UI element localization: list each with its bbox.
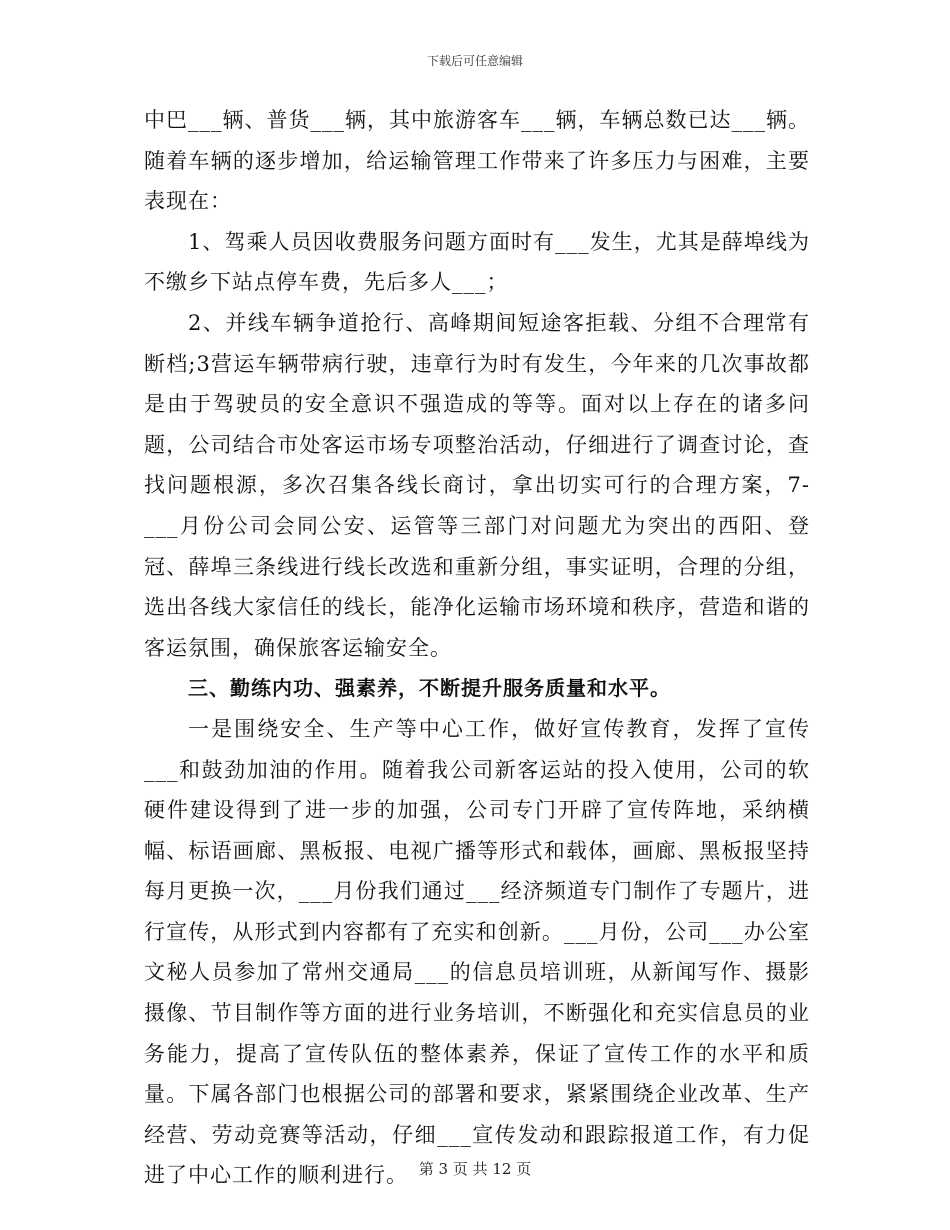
document-body [144, 100, 810, 1196]
paragraph-publicity: 一是围绕安全、生产等中心工作，做好宣传教育，发挥了宣传___和鼓劲加油的作用。随着我公司新客运站的投入使用，公司的软硬件建设得到了进一步的加强，公司专门开辟了宣传阵地，采纳横幅、标语画廊、黑板报、电视广播等形式和载体，画廊、黑板报坚持每月更换一次，___月份我们通过___经济频道专门制作了专题片，进行宣传，从形式到内容都有了充实和创新。___月份，公司___办公室文秘人员参加了常州交通局___的信息员培训班，从新闻写作、摄影摄像、节目制作等方面的进行业务培训，不断强化和充实信息员的业务能力，提高了宣传队伍的整体素养，保证了宣传工作的水平和质量。下属各部门也根据公司的部署和要求，紧紧围绕企业改革、生产经营、劳动竞赛等活动，仔细___宣传发动和跟踪报道工作，有力促进了中心工作的顺利进行。 [144, 716, 810, 1188]
paragraph-item-2: 2、并线车辆争道抢行、高峰期间短途客拒载、分组不合理常有断档;3营运车辆带病行驶，违章行为时有发生，今年来的几次事故都是由于驾驶员的安全意识不强造成的等等。面对以上存在的诸多问题，公司结合市处客运市场专项整治活动，仔细进行了调查讨论，查找问题根源，多次召集各线长商讨，拿出切实可行的合理方案，7-___月份公司会同公安、运管等三部门对问题尤为突出的西阳、登冠、薛埠三条线进行线长改选和重新分组，事实证明，合理的分组，选出各线大家信任的线长，能净化运输市场环境和秩序，营造和谐的客运氛围，确保旅客运输安全。 [144, 310, 810, 660]
page-number-footer: 第 3 页 共 12 页 [418, 1160, 532, 1178]
paragraph-vehicle-stats: 中巴___辆、普货___辆，其中旅游客车___辆，车辆总数已达___辆。随着车辆的逐步增加，给运输管理工作带来了许多压力与困难，主要表现在： [144, 108, 810, 214]
section-heading-3: 三、勤练内功、强素养，不断提升服务质量和水平。 [188, 676, 671, 701]
paragraph-item-1: 1、驾乘人员因收费服务问题方面时有___发生，尤其是薛埠线为不缴乡下站点停车费，先后多人___； [144, 229, 810, 295]
page-header: 下载后可任意编辑 [426, 54, 523, 68]
